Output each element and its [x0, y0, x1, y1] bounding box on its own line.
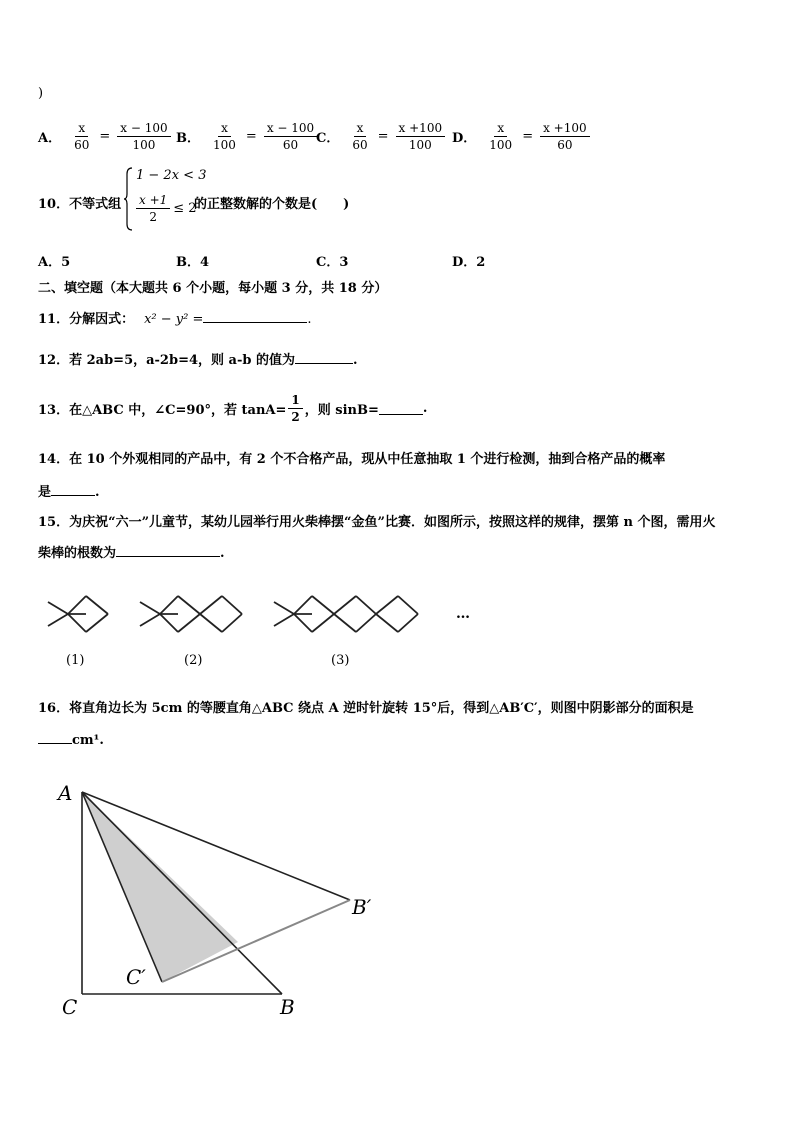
q10-line1: 1 − 2x < 3: [136, 168, 207, 183]
point-B-label: B: [280, 995, 295, 1019]
answer-blank[interactable]: [379, 402, 423, 415]
continued-paren: ): [38, 86, 44, 101]
answer-blank[interactable]: [116, 544, 220, 557]
q16-triangle-figure: [50, 770, 390, 1024]
q10-option-b: B．4: [176, 255, 210, 270]
shaded-region: [82, 792, 238, 982]
q9-option-d: D． $\frac{x}{100}$ = $\frac{x +100}{60}$: [452, 120, 590, 153]
q9-option-c: C． $\frac{x}{60}$ = $\frac{x +100}{100}$: [316, 120, 445, 153]
fish-3: [274, 596, 418, 632]
brace-icon: [124, 166, 134, 232]
point-A-label: A: [58, 781, 73, 805]
fish-2: [140, 596, 242, 632]
section-2-heading: 二、填空题（本大题共 6 个小题，每小题 3 分，共 18 分）: [38, 281, 388, 296]
q15-line1: 15．为庆祝“六一”儿童节，某幼儿园举行用火柴棒摆“金鱼”比赛．如图所示，按照这样的规律，摆第 n 个图，需用火: [38, 515, 716, 530]
fig-label-1: (1): [66, 653, 85, 668]
q15-line2: 柴棒的根数为 .: [38, 546, 225, 561]
answer-blank[interactable]: [295, 351, 353, 364]
fig-label-3: (3): [331, 653, 350, 668]
answer-blank[interactable]: [38, 731, 72, 744]
q16-line1: 16．将直角边长为 5cm 的等腰直角△ABC 绕点 A 逆时针旋转 15°后，得到△AB′C′，则图中阴影部分的面积是: [38, 701, 694, 716]
q14-line2: 是 .: [38, 485, 100, 500]
q10-option-c: C．3: [316, 255, 349, 270]
point-C-label: C: [62, 995, 78, 1019]
q10-inequality-system: [124, 166, 207, 234]
q15-fish-figure: [40, 588, 490, 672]
point-B1-label: B′: [352, 895, 372, 919]
q9-option-a: A． $\frac{x}{60}$ = $\frac{x - 100}{100}$: [38, 120, 171, 153]
point-C1-label: C′: [126, 965, 146, 989]
q9-option-b: B． $\frac{x}{100}$ = $\frac{x - 100}{60}$: [176, 120, 317, 153]
q10-option-a: A．5: [38, 255, 71, 270]
answer-blank[interactable]: [203, 310, 307, 323]
q14-line1: 14．在 10 个外观相同的产品中，有 2 个不合格产品，现从中任意抽取 1 个进行检测，抽到合格产品的概率: [38, 452, 666, 467]
q12: 12．若 2ab=5，a-2b=4，则 a-b 的值为 .: [38, 353, 358, 368]
q10-option-d: D．2: [452, 255, 486, 270]
q10-line2: $\frac{x +1}{2}$ ≤ 2: [136, 192, 197, 225]
fish-1: [48, 596, 108, 632]
q13: 13．在△ABC 中，∠C=90°，若 tanA= $\frac{1}{2}$ ，则 sinB= .: [38, 393, 428, 424]
fig-label-2: (2): [184, 653, 203, 668]
q16-line2: cm¹.: [38, 731, 104, 748]
q11: 11．分解因式： x² − y² = .: [38, 312, 312, 327]
fig-ellipsis: …: [456, 606, 470, 622]
q10-suffix: 的正整数解的个数是( ): [194, 197, 350, 212]
answer-blank[interactable]: [51, 483, 95, 496]
q10-prefix: 10．不等式组: [38, 197, 122, 212]
